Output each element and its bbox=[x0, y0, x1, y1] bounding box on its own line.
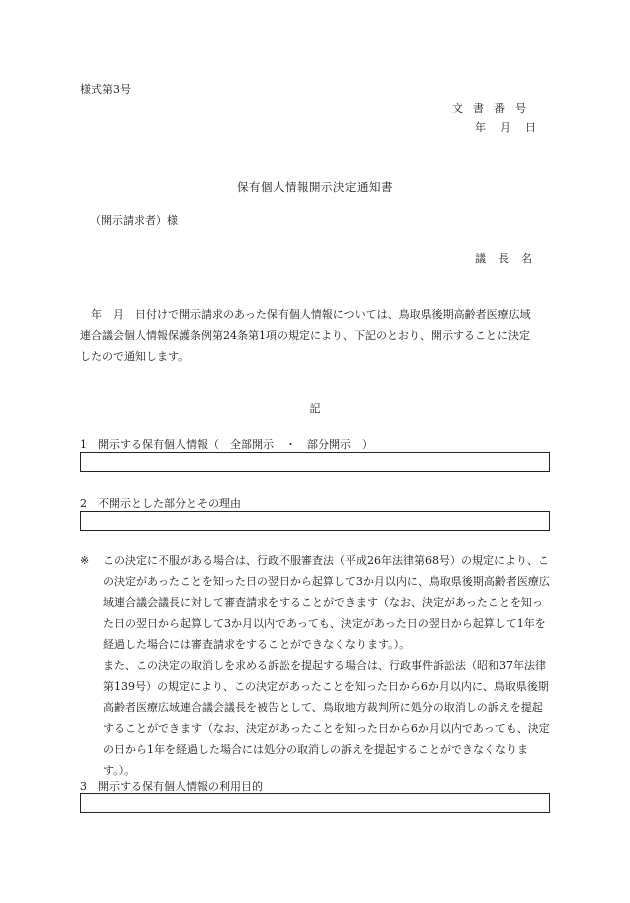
appeal-paragraph: この決定に不服がある場合は、行政不服審査法（平成26年法律第68号）の規定により、この決定があったことを知った日の翌日から起算して3か月以内に、鳥取県後期高齢者医療広域連合議会議長に対して審査請求をすることができます（なお、決定があったことを知った日の翌日から起算して3か月以内であっても、決定があった日の翌日から起算して1年を経過した場合には審査請求をすることができなくなります。）。 bbox=[103, 554, 550, 651]
page-title: 保有個人情報開示決定通知書 bbox=[237, 180, 393, 194]
section-2-box bbox=[80, 511, 550, 531]
document-number-label: 文書番号 bbox=[452, 102, 536, 115]
section-3-label: 3 開示する保有個人情報の利用目的 bbox=[80, 780, 263, 793]
chair-name-label: 議長名 bbox=[475, 252, 544, 265]
body-line: したので通知します。 bbox=[80, 350, 190, 363]
form-number: 様式第3号 bbox=[80, 83, 131, 96]
date-label: 年月日 bbox=[475, 121, 550, 134]
ki-heading: 記 bbox=[309, 402, 321, 415]
body-line: 年 月 日付けで開示請求のあった保有個人情報については、鳥取県後期高齢者医療広域 bbox=[80, 308, 531, 321]
section-3-box bbox=[80, 793, 550, 813]
notice-body bbox=[80, 304, 550, 367]
appeal-notice bbox=[80, 550, 550, 781]
section-1-label: 1 開示する保有個人情報（ 全部開示 ・ 部分開示 ） bbox=[80, 438, 373, 451]
lawsuit-paragraph: また、この決定の取消しを求める訴訟を提起する場合は、行政事件訴訟法（昭和37年法律第139号）の規定により、この決定があったことを知った日から6か月以内に、鳥取県後期高齢者医療広域連合議会議長を被告として、鳥取地方裁判所に処分の取消しの訴えを提起することができます（なお、決定があったことを知った日から6か月以内であっても、決定の日から1年を経過した場合には処分の取消しの訴えを提起することができなくなります。）。 bbox=[103, 659, 550, 777]
section-2-label: 2 不開示とした部分とその理由 bbox=[80, 497, 241, 510]
section-1-box bbox=[80, 452, 550, 472]
note-mark: ※ bbox=[80, 554, 90, 567]
addressee: （開示請求者）様 bbox=[90, 214, 178, 227]
body-line: 連合議会個人情報保護条例第24条第1項の規定により、下記のとおり、開示することに決定 bbox=[80, 329, 530, 342]
